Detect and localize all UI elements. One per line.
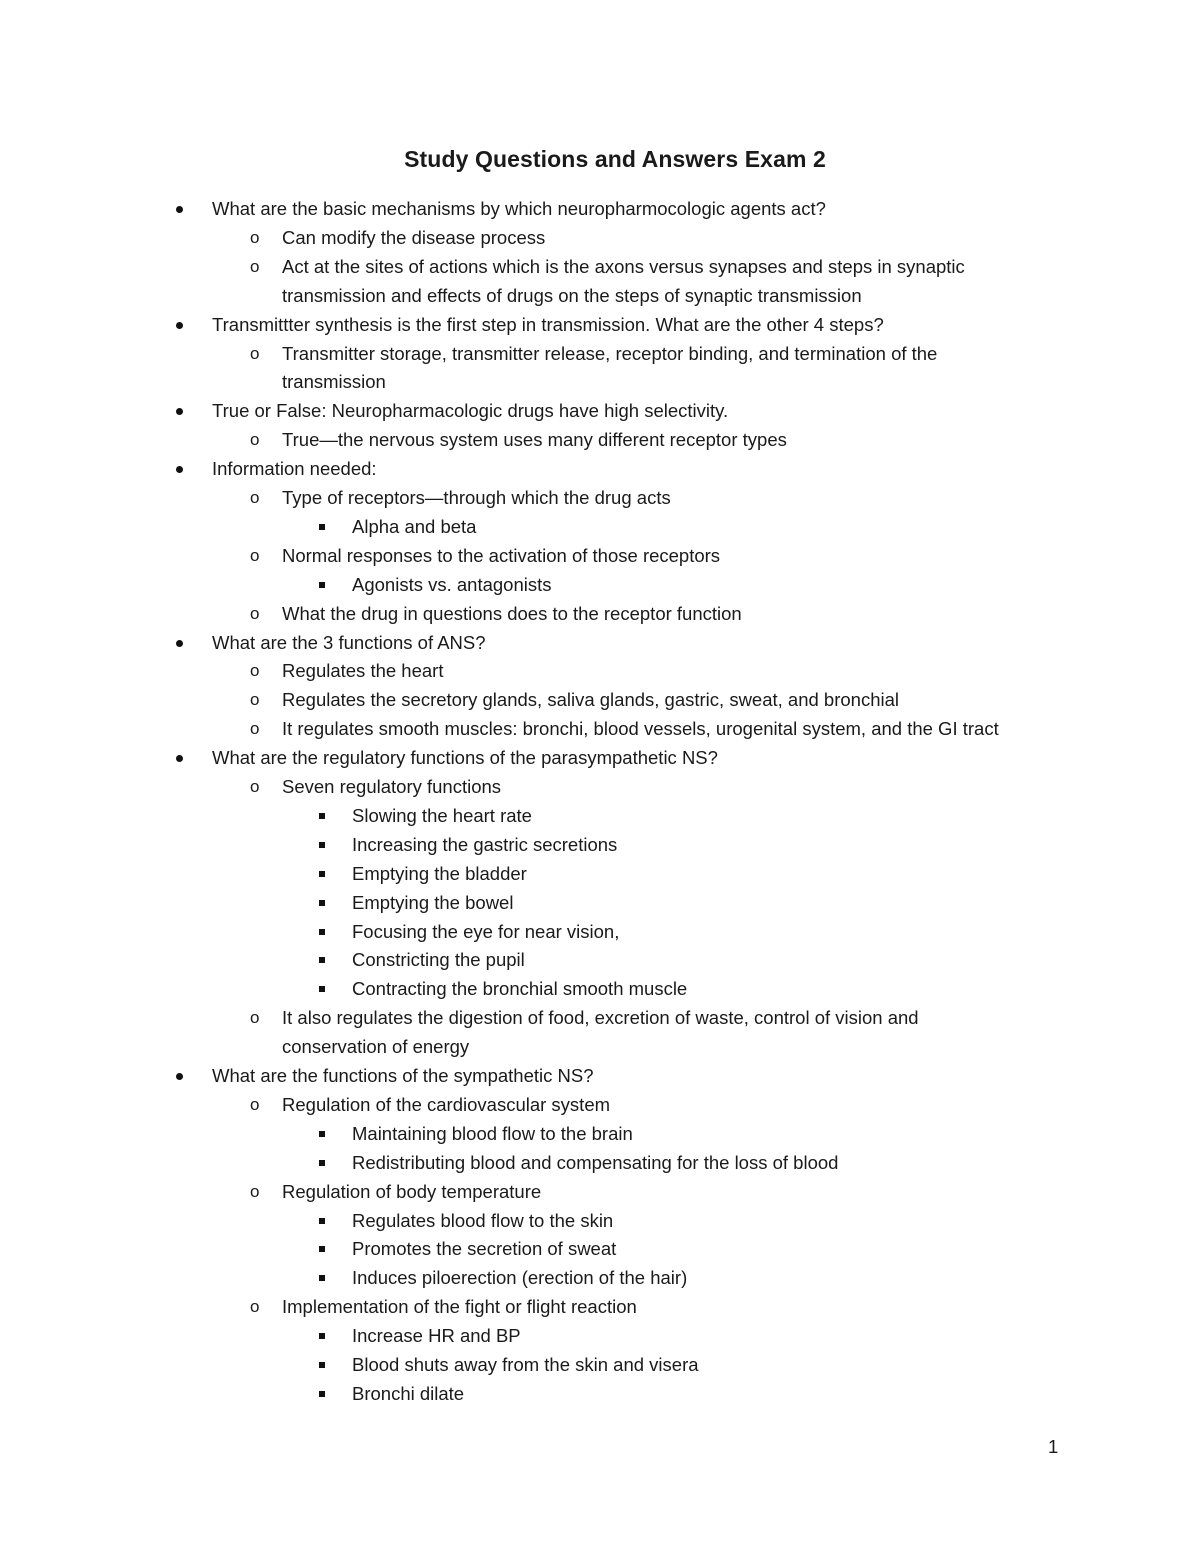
- outline-line-level-3: Promotes the secretion of sweat: [352, 1238, 617, 1259]
- outline-line-level-2: Regulation of the cardiovascular system: [282, 1094, 611, 1115]
- outline-line-level-3: Constricting the pupil: [352, 949, 525, 970]
- bullet-marker: [176, 755, 183, 762]
- outline-line-level-2: Regulates the secretory glands, saliva glands, gastric, sweat, and bronchial: [282, 689, 900, 710]
- outline-line-level-3: Agonists vs. antagonists: [352, 574, 552, 595]
- outline-line-level-2: Regulates the heart: [282, 660, 444, 681]
- square-bullet-marker: [319, 1160, 325, 1166]
- sub-bullet-marker: o: [250, 690, 260, 709]
- outline-line-level-2: Type of receptors—through which the drug acts: [282, 487, 671, 508]
- bullet-marker: [176, 1073, 183, 1080]
- sub-bullet-marker: o: [250, 777, 260, 796]
- outline-line-level-3: Induces piloerection (erection of the hair): [352, 1267, 688, 1288]
- square-bullet-marker: [319, 1246, 325, 1252]
- square-bullet-marker: [319, 1362, 325, 1368]
- page-number: 1: [1048, 1436, 1059, 1457]
- sub-bullet-marker: o: [250, 257, 260, 276]
- bullet-marker: [176, 640, 183, 647]
- square-bullet-marker: [319, 1131, 325, 1137]
- outline-line-level-2: Normal responses to the activation of those receptors: [282, 545, 721, 566]
- outline-line-level-2: Seven regulatory functions: [282, 776, 502, 797]
- square-bullet-marker: [319, 1391, 325, 1397]
- outline-line-level-1: Transmittter synthesis is the first step in transmission. What are the other 4 steps?: [212, 314, 884, 335]
- sub-bullet-marker: o: [250, 228, 260, 247]
- sub-bullet-marker: o: [250, 1008, 260, 1027]
- square-bullet-marker: [319, 1275, 325, 1281]
- outline-line-level-2: Can modify the disease process: [282, 227, 546, 248]
- square-bullet-marker: [319, 842, 325, 848]
- outline-line-level-2: conservation of energy: [282, 1036, 470, 1057]
- square-bullet-marker: [319, 900, 325, 906]
- outline-line-level-2: transmission: [282, 371, 386, 392]
- outline-line-level-3: Bronchi dilate: [352, 1383, 465, 1404]
- sub-bullet-marker: o: [250, 719, 260, 738]
- outline-line-level-3: Increasing the gastric secretions: [352, 834, 618, 855]
- square-bullet-marker: [319, 1218, 325, 1224]
- sub-bullet-marker: o: [250, 661, 260, 680]
- outline-line-level-3: Blood shuts away from the skin and visera: [352, 1354, 699, 1375]
- outline-line-level-1: What are the basic mechanisms by which neuropharmocologic agents act?: [212, 198, 826, 219]
- outline-line-level-3: Slowing the heart rate: [352, 805, 532, 826]
- sub-bullet-marker: o: [250, 344, 260, 363]
- sub-bullet-marker: o: [250, 604, 260, 623]
- bullet-marker: [176, 322, 183, 329]
- sub-bullet-marker: o: [250, 1095, 260, 1114]
- outline-line-level-1: True or False: Neuropharmacologic drugs have high selectivity.: [212, 400, 729, 421]
- outline-line-level-2: It regulates smooth muscles: bronchi, blood vessels, urogenital system, and the GI tract: [282, 718, 999, 739]
- outline-line-level-3: Redistributing blood and compensating for the loss of blood: [352, 1152, 839, 1173]
- square-bullet-marker: [319, 1333, 325, 1339]
- square-bullet-marker: [319, 582, 325, 588]
- sub-bullet-marker: o: [250, 546, 260, 565]
- outline-line-level-3: Regulates blood flow to the skin: [352, 1210, 614, 1231]
- square-bullet-marker: [319, 813, 325, 819]
- sub-bullet-marker: o: [250, 1297, 260, 1316]
- outline-line-level-2: True—the nervous system uses many different receptor types: [282, 429, 787, 450]
- outline-line-level-1: What are the 3 functions of ANS?: [212, 632, 486, 653]
- sub-bullet-marker: o: [250, 1182, 260, 1201]
- outline-line-level-3: Maintaining blood flow to the brain: [352, 1123, 633, 1144]
- bullet-marker: [176, 466, 183, 473]
- outline-line-level-2: It also regulates the digestion of food, excretion of waste, control of vision and: [282, 1007, 919, 1028]
- square-bullet-marker: [319, 871, 325, 877]
- outline-line-level-2: Regulation of body temperature: [282, 1181, 542, 1202]
- outline-line-level-3: Contracting the bronchial smooth muscle: [352, 978, 688, 999]
- outline-line-level-3: Increase HR and BP: [352, 1325, 521, 1346]
- outline-line-level-2: transmission and effects of drugs on the steps of synaptic transmission: [282, 285, 862, 306]
- sub-bullet-marker: o: [250, 488, 260, 507]
- outline-line-level-3: Alpha and beta: [352, 516, 477, 537]
- outline-line-level-2: Implementation of the fight or flight reaction: [282, 1296, 637, 1317]
- outline-line-level-2: What the drug in questions does to the receptor function: [282, 603, 742, 624]
- outline-line-level-2: Act at the sites of actions which is the axons versus synapses and steps in synaptic: [282, 256, 965, 277]
- square-bullet-marker: [319, 929, 325, 935]
- outline-line-level-1: Information needed:: [212, 458, 377, 479]
- square-bullet-marker: [319, 957, 325, 963]
- outline-line-level-1: What are the regulatory functions of the parasympathetic NS?: [212, 747, 718, 768]
- page-title: Study Questions and Answers Exam 2: [404, 146, 826, 172]
- square-bullet-marker: [319, 986, 325, 992]
- bullet-marker: [176, 408, 183, 415]
- square-bullet-marker: [319, 524, 325, 530]
- sub-bullet-marker: o: [250, 430, 260, 449]
- outline-line-level-2: Transmitter storage, transmitter release, receptor binding, and termination of the: [282, 343, 938, 364]
- outline-line-level-3: Emptying the bowel: [352, 892, 514, 913]
- outline-line-level-3: Emptying the bladder: [352, 863, 527, 884]
- bullet-marker: [176, 206, 183, 213]
- outline-line-level-3: Focusing the eye for near vision,: [352, 921, 620, 942]
- outline-line-level-1: What are the functions of the sympathetic NS?: [212, 1065, 594, 1086]
